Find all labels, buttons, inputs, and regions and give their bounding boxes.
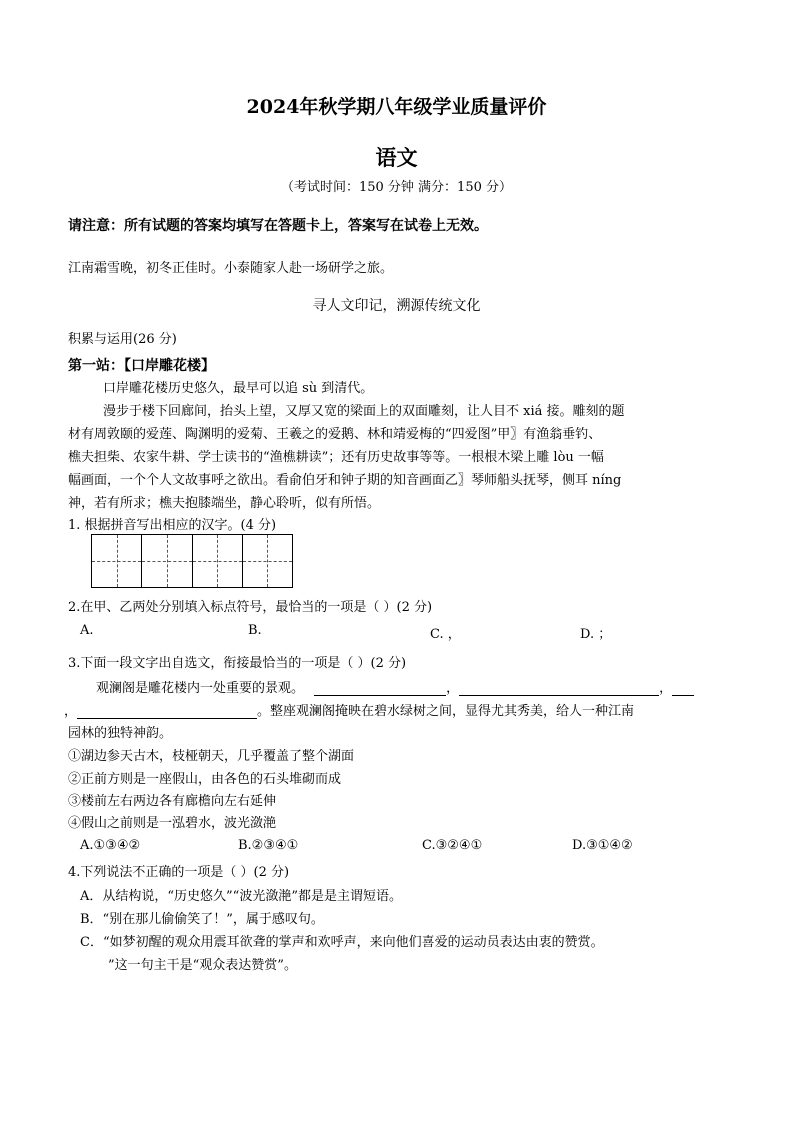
exam-title: 2024年秋学期八年级学业质量评价 (246, 96, 547, 118)
q3-paragraph-start: 观澜阁是雕花楼内一处重要的景观。 ， ， (96, 677, 694, 696)
q2-option-a[interactable]: A. (80, 623, 94, 638)
intro-text: 江南霜雪晚，初冬正佳时。小泰随家人赴一场研学之旅。 (68, 261, 394, 276)
question-2: 2.在甲、乙两处分别填入标点符号，最恰当的一项是（ ）(2 分) (68, 600, 433, 615)
q3-option-b[interactable]: B.②③④① (238, 838, 299, 853)
q3-option-a[interactable]: A.①③④② (80, 838, 141, 853)
q4-option-a[interactable]: A．从结构说，“历史悠久”“波光潋滟”都是是主谓短语。 (80, 889, 402, 904)
exam-info: （考试时间：150 分钟 满分：150 分） (280, 180, 513, 195)
q3-option-c[interactable]: C.③②④① (422, 838, 483, 853)
fill-blank (314, 681, 446, 696)
answer-cell[interactable] (193, 535, 243, 587)
q3-para-end-text: 。整座观澜阁掩映在碧水绿树之间，显得尤其秀美，给人一种江南 (257, 704, 635, 719)
passage-line: 材有周敦颐的爱莲、陶渊明的爱菊、王羲之的爱鹅、林和靖爱梅的“四爱图”甲〗有渔翁垂钓、 (68, 427, 602, 442)
q2-option-c[interactable]: C. ， (430, 627, 461, 642)
answer-cell[interactable] (92, 535, 142, 587)
answer-grid[interactable] (91, 534, 293, 588)
answer-cell[interactable] (142, 535, 192, 587)
q3-item: ②正前方则是一座假山，由各色的石头堆砌而成 (68, 772, 342, 787)
question-3: 3.下面一段文字出自选文，衔接最恰当的一项是（ ）(2 分) (68, 656, 407, 671)
notice: 请注意：所有试题的答案均填写在答题卡上，答案写在试卷上无效。 (68, 218, 488, 234)
fill-blank (459, 681, 659, 696)
q3-item: ③楼前左右两边各有廊檐向左右延伸 (68, 794, 277, 809)
passage-line: 口岸雕花楼历史悠久，最早可以追 sù 到清代。 (103, 381, 374, 396)
station-heading (68, 355, 215, 375)
question-4: 4.下列说法不正确的一项是（ ）(2 分) (68, 865, 290, 880)
answer-cell[interactable] (243, 535, 292, 587)
theme-title: 寻人文印记，溯源传统文化 (312, 298, 481, 314)
station-name: 【口岸雕花楼】 (124, 358, 215, 374)
q3-item: ①湖边参天古木，枝桠朝天，几乎覆盖了整个湖面 (68, 749, 355, 764)
q3-item: ④假山之前则是一泓碧水，波光潋滟 (68, 816, 277, 831)
q3-paragraph-tail: 园林的独特神韵。 (68, 726, 173, 741)
passage-line: 漫步于楼下回廊间，抬头上望，又厚又宽的梁面上的双面雕刻，让人目不 xiá 接。雕刻的题 (103, 404, 625, 419)
q4-option-c[interactable]: C．“如梦初醒的观众用震耳欲聋的掌声和欢呼声，来向他们喜爱的运动员表达由衷的赞赏。 (80, 935, 604, 950)
station-label: 第一站： (68, 358, 124, 374)
fill-blank (77, 704, 257, 719)
q2-option-d[interactable]: D. ； (580, 627, 612, 642)
q4-option-c-cont: ”这一句主干是“观众表达赞赏”。 (108, 958, 297, 973)
passage-line: 神，若有所求；樵夫抱膝端坐，静心聆听，似有所悟。 (68, 496, 381, 511)
q4-option-b[interactable]: B．“别在那儿偷偷笑了！”，属于感叹句。 (80, 912, 324, 927)
q2-option-b[interactable]: B. (248, 623, 262, 638)
passage-line: 樵夫担柴、农家牛耕、学士读书的“渔樵耕读”；还有历史故事等等。一根根木梁上雕 lòu 一幅 (68, 450, 604, 465)
q3-para-start-text: 观澜阁是雕花楼内一处重要的景观。 (96, 681, 305, 696)
fill-blank (672, 681, 694, 696)
section-heading: 积累与运用(26 分) (68, 332, 177, 347)
q3-option-d[interactable]: D.③①④② (572, 838, 633, 853)
passage-line: 幅画面，一个个人文故事呼之欲出。看俞伯牙和钟子期的知音画面乙〗琴师船头抚琴，侧耳 níng (68, 473, 622, 488)
question-1: 1. 根据拼音写出相应的汉字。(4 分) (68, 518, 277, 533)
q3-paragraph-end: ， 。整座观澜阁掩映在碧水绿树之间，显得尤其秀美，给人一种江南 (64, 704, 635, 719)
subject-title: 语文 (375, 145, 418, 170)
